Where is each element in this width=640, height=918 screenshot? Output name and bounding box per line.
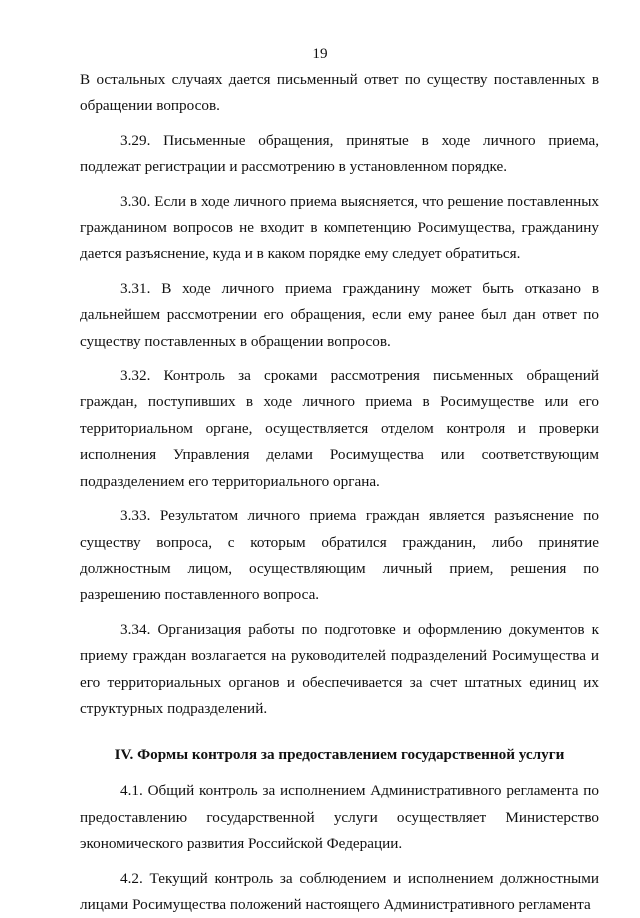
- document-body: [80, 67, 599, 918]
- paragraph-4-1: 4.1. Общий контроль за исполнением Административного регламента по предоставлению государственной услуги осуществляет Министерство экономического развития Российской Федерации.: [80, 782, 599, 853]
- paragraph-4-2: 4.2. Текущий контроль за соблюдением и исполнением должностными лицами Росимущества положений настоящего Административного регламента: [80, 869, 599, 913]
- paragraph-3-31: 3.31. В ходе личного приема гражданину может быть отказано в дальнейшем рассмотрении его обращения, если ему ранее был дан ответ по существу поставленных в обращении вопросов.: [80, 279, 599, 350]
- paragraph-continuation: В остальных случаях дается письменный ответ по существу поставленных в обращении вопросов.: [80, 71, 599, 115]
- section-heading: IV. Формы контроля за предоставлением государственной услуги: [114, 746, 565, 764]
- paragraph-3-34: 3.34. Организация работы по подготовке и оформлению документов к приему граждан возлагается на руководителей подразделений Росимущества и его территориальных органов и обеспечивается за счет штатных единиц их структурных подразделений.: [80, 620, 599, 717]
- paragraph-3-29: 3.29. Письменные обращения, принятые в ходе личного приема, подлежат регистрации и рассмотрению в установленном порядке.: [80, 131, 599, 176]
- paragraph-3-33: 3.33. Результатом личного приема граждан является разъяснение по существу вопроса, с которым обратился гражданин, либо принятие должностным лицом, осуществляющим личный прием, решения по разрешению поставленного вопроса.: [80, 507, 599, 604]
- paragraph-3-30: 3.30. Если в ходе личного приема выясняется, что решение поставленных гражданином вопросов не входит в компетенцию Росимущества, гражданину дается разъяснение, куда и в каком порядке ему следует обратиться.: [80, 192, 599, 263]
- page-number: 19: [312, 45, 328, 62]
- paragraph-3-32: 3.32. Контроль за сроками рассмотрения письменных обращений граждан, поступивших в ходе личного приема в Росимуществе или его территориальном органе, осуществляется отделом контроля и проверки исполнения Управления делами Росимущества или соответствующим подразделением его территориального органа.: [80, 367, 599, 490]
